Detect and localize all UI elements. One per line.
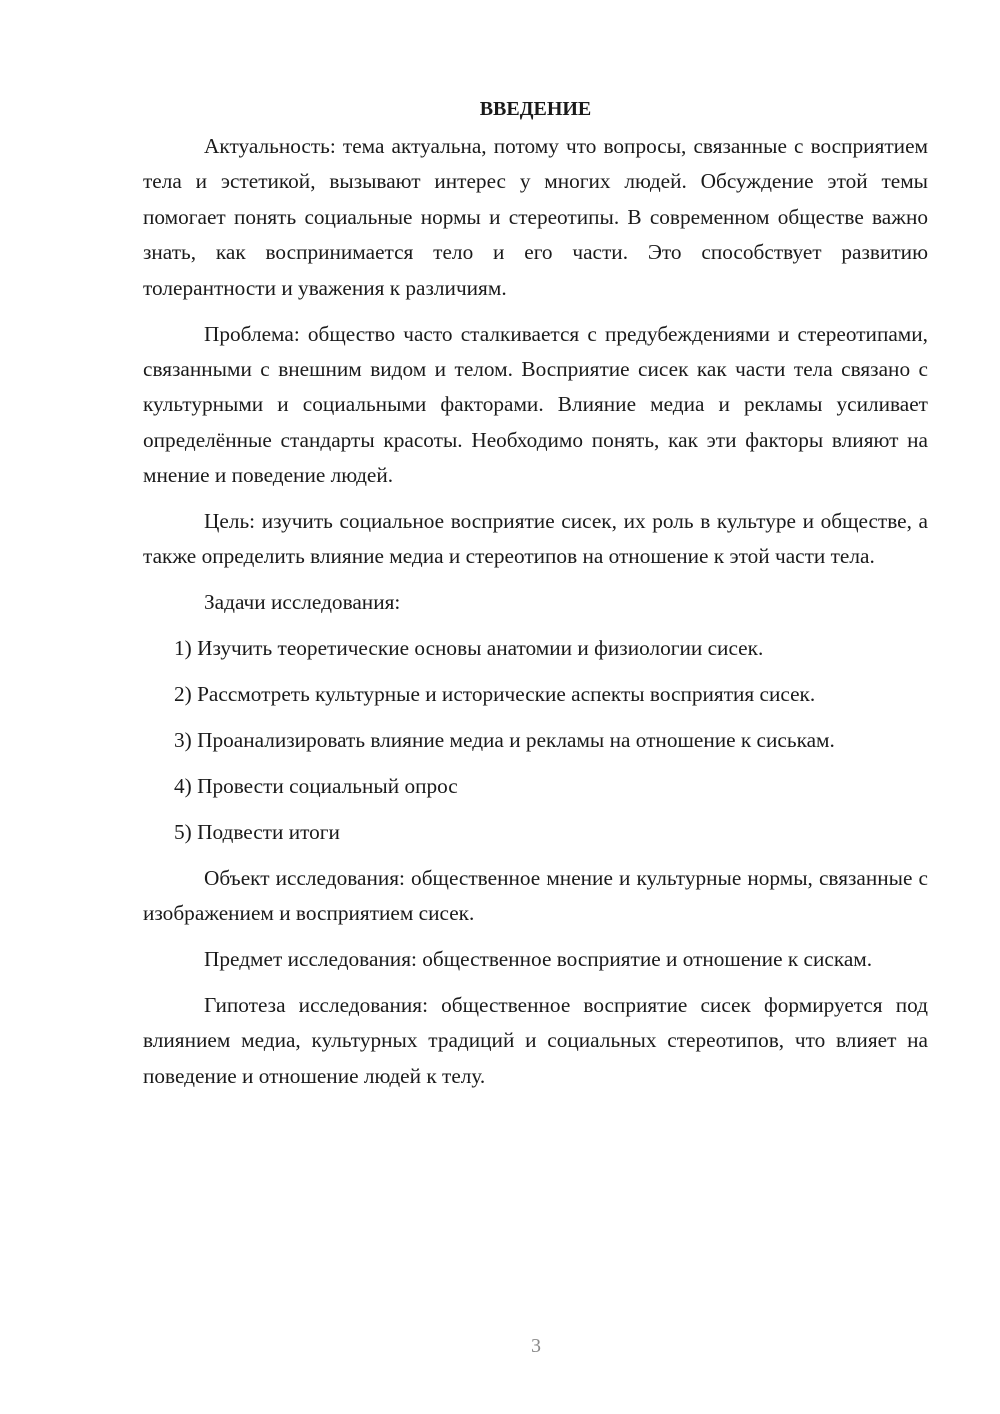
subject-paragraph: Предмет исследования: общественное восприятие и отношение к сискам. (204, 947, 873, 972)
page-content (143, 92, 928, 1094)
goal-paragraph: Цель: изучить социальное восприятие сисек, их роль в культуре и обществе, а также определить влияние медиа и стереотипов на отношение к этой части тела. (143, 509, 928, 569)
task-item-5: 5) Подвести итоги (174, 819, 340, 844)
task-item-2: 2) Рассмотреть культурные и исторические аспекты восприятия сисек. (174, 682, 816, 707)
problem-paragraph: Проблема: общество часто сталкивается с предубеждениями и стереотипами, связанными с внешним видом и телом. Восприятие сисек как части тела связано с культурными и социальными факторами. Влияние медиа и рекламы усиливает определённые стандарты красоты. Необходимо понять, как эти факторы влияют на мнение и поведение людей. (143, 321, 928, 488)
object-paragraph: Объект исследования: общественное мнение и культурные нормы, связанные с изображением и восприятием сисек. (143, 865, 928, 926)
section-title: ВВЕДЕНИЕ (479, 98, 592, 120)
task-item-3: 3) Проанализировать влияние медиа и рекламы на отношение к сиськам. (174, 728, 835, 753)
page-number: 3 (531, 1335, 541, 1357)
relevance-paragraph: Актуальность: тема актуальна, потому что вопросы, связанные с восприятием тела и эстетикой, вызывают интерес у многих людей. Обсуждение этой темы помогает понять социальные нормы и стереотипы. В современном обществе важно знать, как воспринимается тело и его части. Это способствует развитию толерантности и уважения к различиям. (143, 134, 928, 300)
hypothesis-paragraph: Гипотеза исследования: общественное восприятие сисек формируется под влиянием медиа, культурных традиций и социальных стереотипов, что влияет на поведение и отношение людей к телу. (143, 993, 928, 1088)
task-item-1: 1) Изучить теоретические основы анатомии и физиологии сисек. (174, 636, 764, 661)
task-item-4: 4) Провести социальный опрос (174, 774, 458, 798)
tasks-heading: Задачи исследования: (204, 590, 401, 615)
